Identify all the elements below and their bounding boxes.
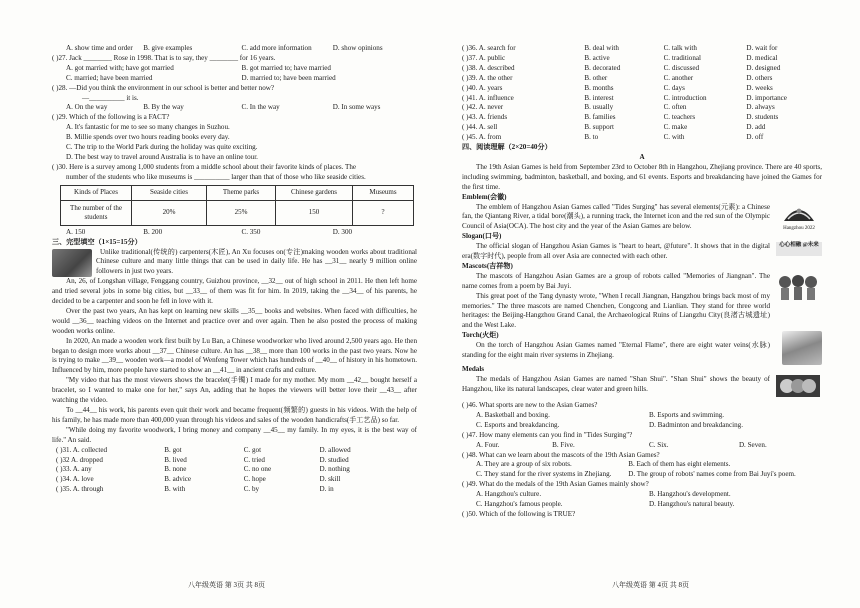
torch-image [782,331,822,365]
cloze-option: B. lived [164,455,187,464]
emblem-paragraph: The emblem of Hangzhou Asian Games called "Tides Surging" has several elements(元素): a Chinese fan, the Qiantang River, a tidal bore(潮头), a running track, the Internet icon and the red sun of the Olympic Council of Asia(OCA). The host city and the year of the Asian Games are below. [462,202,770,231]
q28-options: A. On the way B. By the way C. In the way D. In some ways [66,103,381,112]
cloze-option: D. others [746,73,773,82]
q29-option-d: D. The best way to travel around Australia is to have an online tour. [66,152,258,161]
q29-stem: ( )29. Which of the following is a FACT? [52,113,170,122]
cloze-option: C. by [243,485,260,494]
cloze-option: C. another [663,73,694,82]
q50-stem: ( )50. Which of the following is TRUE? [462,509,576,518]
cloze-option-row [52,446,417,456]
cloze-option: B. months [584,83,614,92]
page-footer-left: 八年级英语 第 3页 共 8页 [188,581,265,589]
cloze-paragraph: Over the past two years, An has kept on learning new skills __35__ books and websites. When faced with difficulties, he would __36__ teaching videos on the Internet and practice over and over again. Then he also posted the process of making wooden works online. [52,306,417,335]
q29-option-b: B. Millie spends over two hours reading books every day. [66,133,230,142]
table-row-label: The number of the students [61,200,132,225]
q47-stem: ( )47. How many elements can you find in "Tides Surging"? [462,430,633,439]
cloze-option: D. importance [746,93,787,102]
q49-stem: ( )49. What do the medals of the 19th Asian Games mainly show? [462,480,649,489]
cloze-paragraph: Unlike traditional(传统的) carpenters(木匠), An Xu focuses on(专注)making wooden works about traditional Chinese culture and many little things that can be used in daily life. He has __31__ nearly 9 million online followers in just two years. [96,247,417,276]
torch-block [462,341,822,365]
cloze-option: C. discussed [663,63,700,72]
cloze-option: D. designed [746,63,781,72]
table-cell: 25% [207,200,276,225]
cloze-option: ( )31. A. collected [56,445,108,454]
slogan-heading: Slogan(口号) [462,232,502,241]
cloze-option: B. other [584,73,608,82]
cloze-paragraph: "My video that has the most viewers shows the bracelet(手镯) I made for my mother. My mom __42__ bought herself a bracelet, so I wanted to make one for her," says An, adding that he hopes the viewers will better love their __43__ after watching the video. [52,376,417,405]
medals-image [776,375,822,401]
cloze-option: C. no one [243,465,272,474]
cloze-option: ( )44. A. sell [462,123,498,132]
cloze-option: D. weeks [746,83,773,92]
q46-options-1: A. Basketball and boxing. B. Esports and swimming. [476,410,725,419]
slogan-image: 心心相融 @未来 [776,242,822,256]
cloze-option: C. days [663,83,685,92]
cloze-paragraph: "While doing my favorite woodwork, I bring money and company __45__ my family. In my eyes, it is the best way of life." An said. [52,425,417,444]
cloze-option: D. add [746,123,766,132]
cloze-option: ( )39. A. the other [462,73,513,82]
cloze-option: D. skill [319,475,341,484]
page-footer-right: 八年级英语 第 4页 共 8页 [612,581,689,589]
q27-options-2: C. married; have been married D. married to; have been married [66,73,336,82]
cloze-intro [52,248,417,278]
medals-block [462,375,822,401]
passage-label: A [639,152,645,161]
cloze-option: D. always [746,103,775,112]
cloze-option: C. teachers [663,113,696,122]
cloze-option: D. nothing [319,465,350,474]
q29-option-c: C. The trip to the World Park during the holiday was quite exciting. [66,143,258,152]
cloze-option-row [52,465,417,475]
cloze-paragraph: In 2020, An made a wooden work first built by Lu Ban, a Chinese woodworker who lived around 2,500 years ago. He then began to design more works about __37__ Chinese culture. An has __38__ more than 100 works in the past two years. Now he is trying to make __39__ wooden work—a model of Wenfeng Tower which has hundreds of __40__ of history in his hometown. Influenced by him, more people have started to show an __41__ in ancient crafts and culture. [52,336,417,375]
cloze-option: ( )42. A. never [462,103,504,112]
q26-options: A. show time and order B. give examples C. add more information D. show opinions [66,44,383,52]
cloze-option-row [462,54,822,64]
reading-intro: The 19th Asian Games is held from September 23rd to October 8th in Hangzhou, Zhejiang province. There are 40 sports, including swimming, badminton, basketball, and boxing, and 61 events. Esports and breakdancing have joined the Games for the first time. [462,162,822,191]
table-cell: ? [353,200,414,225]
q49-options-1: A. Hangzhou's culture. B. Hangzhou's development. [476,490,731,499]
medals-icon [776,375,820,397]
cloze-option: D. in [319,485,334,494]
cloze-option: ( )40. A. years [462,83,503,92]
cloze-option: ( )33. A. any [56,465,92,474]
cloze-option: ( )37. A. public [462,53,506,62]
cloze-option-row [462,94,822,104]
cloze-option: D. studied [319,455,349,464]
cloze-option: C. tried [243,455,265,464]
mascots-image [776,272,822,331]
q48-options-2: C. They stand for the river systems in Zhejiang. D. The group of robots' names come from Bai Juyi's poem. [476,470,796,479]
cloze-option-row [52,456,417,466]
medals-heading: Medals [462,365,485,374]
torch-paragraph: On the torch of Hangzhou Asian Games named "Eternal Flame", there are eight water veins(水脉) standing for the eight main river systems in Zhejiang. [462,341,770,360]
mascots-paragraph-2: This great poet of the Tang dynasty wrote, "When I recall Jiangnan, Hangzhou brings back most of my memories." The three mascots are named Chenchen, Congcong and Lianlian. They stand for three world heritages: the Beijing-Hangzhou Grand Canal, the Archaeological Ruins of Liangzhu City(良渚古城遗址) and the West Lake. [462,291,770,330]
table-header: Kinds of Places [61,185,132,200]
emblem-icon [782,203,816,223]
cloze-option-row [52,475,417,485]
cloze-option: D. off [746,133,764,142]
cloze-option: ( )34. A. love [56,475,94,484]
emblem-block [462,203,822,233]
table-header: Museums [353,185,414,200]
q49-options-2: C. Hangzhou's famous people. D. Hangzhou's natural beauty. [476,500,735,509]
cloze-option: C. traditional [663,53,702,62]
cloze-option: B. with [164,485,186,494]
mascots-paragraph: The mascots of Hangzhou Asian Games are a group of robots called "Memories of Jiangnan". The name comes from a poem by Bai Juyi. [462,271,770,290]
cloze-option: B. none [164,465,187,474]
q30-stem-2: number of the students who like museums is __________ larger than that of those who like seaside cities. [66,172,366,181]
cloze-option: C. with [663,133,685,142]
cloze-option: B. decorated [584,63,621,72]
cloze-option: ( )36. A. search for [462,44,516,52]
left-page [52,44,417,495]
cloze-option: ( )41. A. influence [462,93,514,102]
cloze-option-row [462,64,822,74]
cloze-option: C. hope [243,475,266,484]
cloze-option: B. families [584,113,616,122]
cloze-option-row [52,485,417,495]
cloze-option: D. students [746,113,779,122]
cloze-option: C. often [663,103,687,112]
cloze-option-row [462,103,822,113]
cloze-option-row [462,133,822,143]
q27-options-1: A. got married with; have got married B. got married to; have married [66,63,331,72]
q46-stem: ( )46. What sports are new to the Asian Games? [462,401,598,409]
right-page [462,44,822,520]
table-header: Chinese gardens [276,185,353,200]
cloze-option-row [462,113,822,123]
cloze-option: B. deal with [584,44,619,52]
cloze-option: B. to [584,133,599,142]
cloze-option: B. support [584,123,614,132]
carpenter-photo [52,249,92,277]
cloze-option: D. medical [746,53,778,62]
table-cell: 20% [132,200,207,225]
cloze-options-36-45 [462,44,822,143]
q28-stem: ( )28. —Did you think the environment in our school is better and better now? [52,83,275,92]
cloze-option: C. make [663,123,688,132]
q47-options: A. Four. B. Five. C. Six. D. Seven. [476,440,767,449]
slogan-paragraph: The official slogan of Hangzhou Asian Games is "heart to heart, @future". It shows that in the digital era(数字时代), people from all over Asia are connected with each other. [462,242,770,261]
q30-stem: ( )30. Here is a survey among 1,000 students from a middle school about their favorite kinds of places. The [52,162,357,171]
cloze-option: C. got [243,445,262,454]
q48-stem: ( )48. What can we learn about the mascots of the 19th Asian Games? [462,450,660,459]
survey-table [60,185,414,226]
cloze-paragraph: An, 26, of Longshan village, Fenggang country, Guizhou province, __32__ out of high school in 2011. He then left home and tried several jobs in some big cities, but __33__ of them was fit for him. In 2019, taking the __34__ of his parents, he decided to be a carpenter and soon he fell in love with it. [52,277,417,306]
q30-options: A. 150 B. 200 C. 350 D. 300 [66,227,353,236]
torch-heading: Torch(火炬) [462,331,499,340]
cloze-option: ( )35. A. through [56,485,104,494]
cloze-option: ( )32 A. dropped [56,455,103,464]
q27-stem: ( )27. Jack ________ Rose in 1998. That is to say, they ________ for 16 years. [52,53,276,62]
emblem-image: Hangzhou 2022 [776,203,822,233]
table-header: Seaside cities [132,185,207,200]
cloze-option: B. active [584,53,610,62]
cloze-option: ( )45. A. from [462,133,502,142]
q46-options-2: C. Esports and breakdancing. D. Badminton and breakdancing. [476,420,743,429]
cloze-option: ( )43. A. friends [462,113,508,122]
cloze-option: D. wait for [746,44,778,52]
cloze-option: C. introduction [663,93,707,102]
cloze-option: C. talk with [663,44,697,52]
mascots-block [462,272,822,331]
slogan-block [462,242,822,262]
table-cell: 150 [276,200,353,225]
cloze-option: B. usually [584,103,614,112]
cloze-option-row [462,84,822,94]
mascots-icon [776,272,820,304]
cloze-option-row [462,123,822,133]
cloze-option: ( )38. A. described [462,63,515,72]
mascots-heading: Mascots(吉祥物) [462,261,513,270]
cloze-paragraph: To __44__ his work, his parents even quit their work and became frequent(频繁的) guests in his videos. With the help of his family, he has made more than 400,000 yuan through his videos and sales of the wooden handicrafts(手工艺品) so far. [52,406,417,424]
cloze-option: B. got [164,445,182,454]
cloze-option-row [462,74,822,84]
q28-stem-2: —__________ it is. [82,93,139,102]
cloze-options-31-35 [52,446,417,496]
q29-option-a: A. It's fantastic for me to see so many changes in Suzhou. [66,123,230,132]
emblem-heading: Emblem(会徽) [462,192,507,201]
section4-title: 四、阅读理解（2×20=40分） [462,143,552,152]
section3-title: 三、完型填空（1×15=15分） [52,237,142,246]
cloze-option: D. allowed [319,445,351,454]
cloze-option: B. advice [164,475,192,484]
cloze-option-row [462,44,822,54]
q48-options-1: A. They are a group of six robots. B. Each of them has eight elements. [476,460,731,469]
cloze-option: B. interest [584,93,614,102]
table-header: Theme parks [207,185,276,200]
medals-paragraph: The medals of Hangzhou Asian Games are named "Shan Shui". "Shan Shui" shows the beauty of Hangzhou, like its natural landscapes, clear water and green hills. [462,375,770,393]
